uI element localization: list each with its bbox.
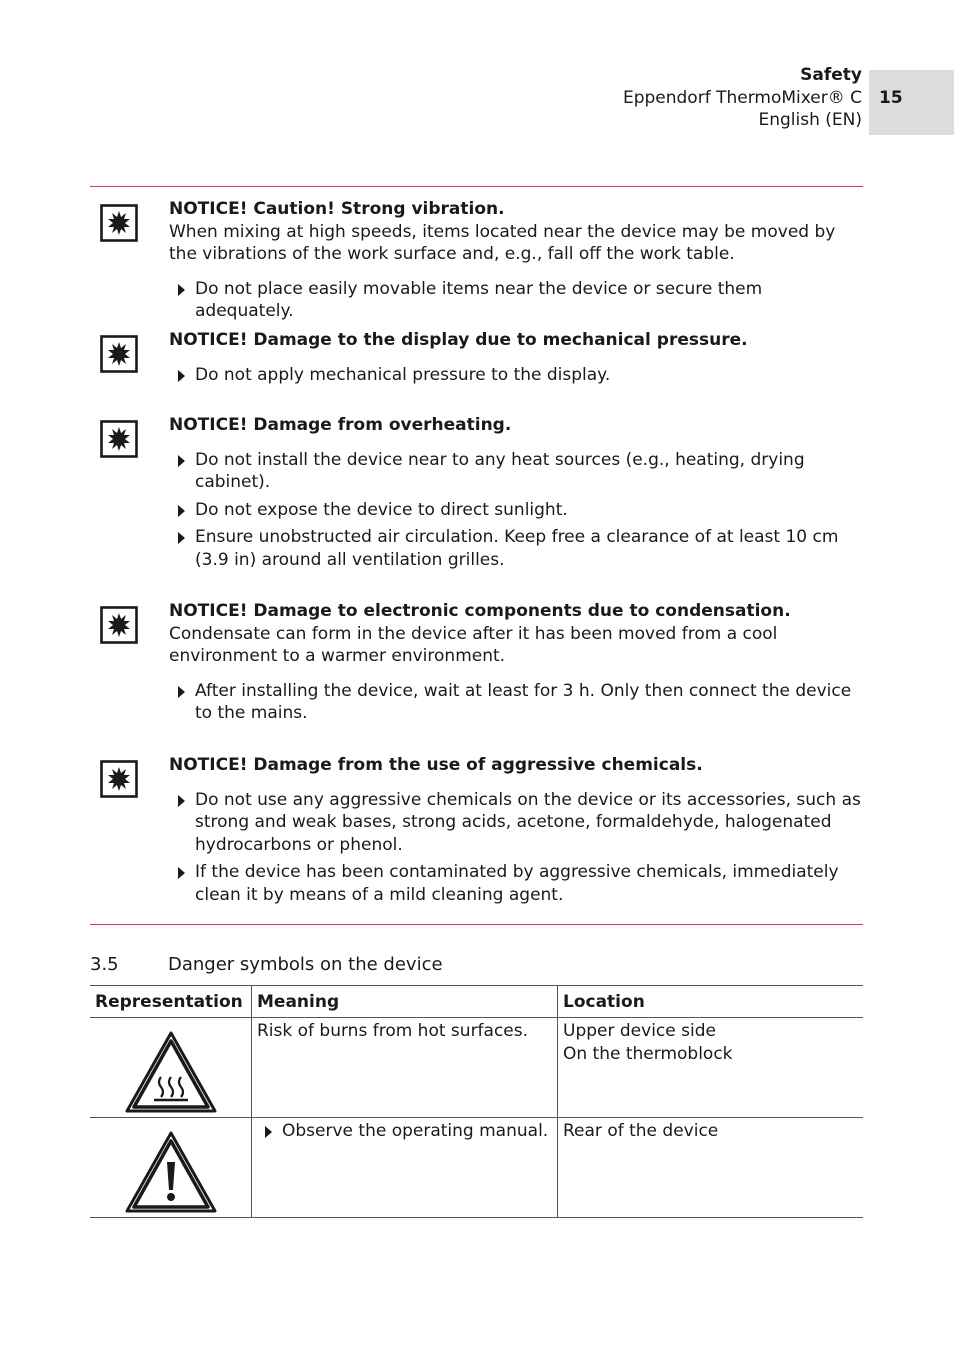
table-header-row [90, 986, 863, 1018]
meaning-cell: Risk of burns from hot surfaces. [252, 1018, 558, 1118]
column-header-location: Location [558, 986, 864, 1018]
page-number: 15 [879, 88, 903, 108]
notice-text: When mixing at high speeds, items located near the device may be moved by the vibrations of the work surface and, e.g., fall off the work table. [169, 221, 836, 264]
notice-bullet: Do not install the device near to any heat sources (e.g., heating, drying cabinet). [169, 449, 863, 494]
location-line: On the thermoblock [563, 1043, 733, 1064]
location-line: Upper device side [563, 1021, 716, 1041]
page-header [623, 64, 862, 132]
header-section: Safety [800, 65, 862, 85]
header-product: Eppendorf ThermoMixer® C [622, 87, 862, 108]
notice-title: NOTICE! Damage to electronic components due to condensation. [169, 601, 791, 621]
section-title: Danger symbols on the device [168, 954, 443, 975]
notice-block-bottom-rule [90, 924, 863, 925]
hot-surface-warning-icon [124, 1030, 218, 1114]
location-line: Rear of the device [563, 1121, 719, 1141]
notice-title: NOTICE! Damage from the use of aggressive chemicals. [169, 755, 703, 775]
representation-cell [90, 1018, 252, 1118]
notice-overheating [90, 414, 863, 571]
table-row [90, 1118, 863, 1218]
notice-title: NOTICE! Damage from overheating. [169, 415, 512, 435]
notice-damage-icon [100, 335, 138, 373]
table-row [90, 1018, 863, 1118]
notice-bullet: Ensure unobstructed air circulation. Keep free a clearance of at least 10 cm (3.9 in) around all ventilation grilles. [169, 526, 863, 571]
notice-aggressive-chemicals [90, 754, 863, 906]
notice-bullet: If the device has been contaminated by aggressive chemicals, immediately clean it by means of a mild cleaning agent. [169, 861, 863, 906]
column-header-representation: Representation [90, 986, 252, 1018]
notice-display-pressure [90, 329, 863, 386]
location-cell [558, 1118, 864, 1218]
page-number-tab [869, 70, 954, 135]
general-warning-icon [124, 1130, 218, 1214]
header-language: English (EN) [758, 110, 862, 130]
notice-bullet: Do not apply mechanical pressure to the display. [169, 364, 863, 387]
notice-damage-icon [100, 760, 138, 798]
notice-damage-icon [100, 420, 138, 458]
notice-damage-icon [100, 606, 138, 644]
meaning-bullet: Observe the operating manual. [257, 1120, 552, 1143]
location-cell [558, 1018, 864, 1118]
danger-symbols-table [90, 985, 863, 1218]
meaning-cell [252, 1118, 558, 1218]
notice-title: NOTICE! Damage to the display due to mechanical pressure. [169, 330, 748, 350]
notice-condensation [90, 600, 863, 725]
representation-cell [90, 1118, 252, 1218]
notice-text: Condensate can form in the device after it has been moved from a cool environment to a warmer environment. [169, 623, 778, 666]
column-header-meaning: Meaning [252, 986, 558, 1018]
notice-bullet: After installing the device, wait at least for 3 h. Only then connect the device to the mains. [169, 680, 863, 725]
section-number: 3.5 [90, 954, 119, 975]
notice-damage-icon [100, 204, 138, 242]
notice-bullet: Do not place easily movable items near the device or secure them adequately. [169, 278, 863, 323]
notice-bullet: Do not use any aggressive chemicals on the device or its accessories, such as strong and weak bases, strong acids, acetone, formaldehyde, halogenated hydrocarbons or phenol. [169, 789, 863, 857]
notice-bullet: Do not expose the device to direct sunlight. [169, 499, 863, 522]
section-heading [90, 954, 443, 975]
notice-strong-vibration [90, 198, 863, 323]
notice-title: NOTICE! Caution! Strong vibration. [169, 199, 505, 219]
notice-block-top-rule [90, 186, 863, 187]
